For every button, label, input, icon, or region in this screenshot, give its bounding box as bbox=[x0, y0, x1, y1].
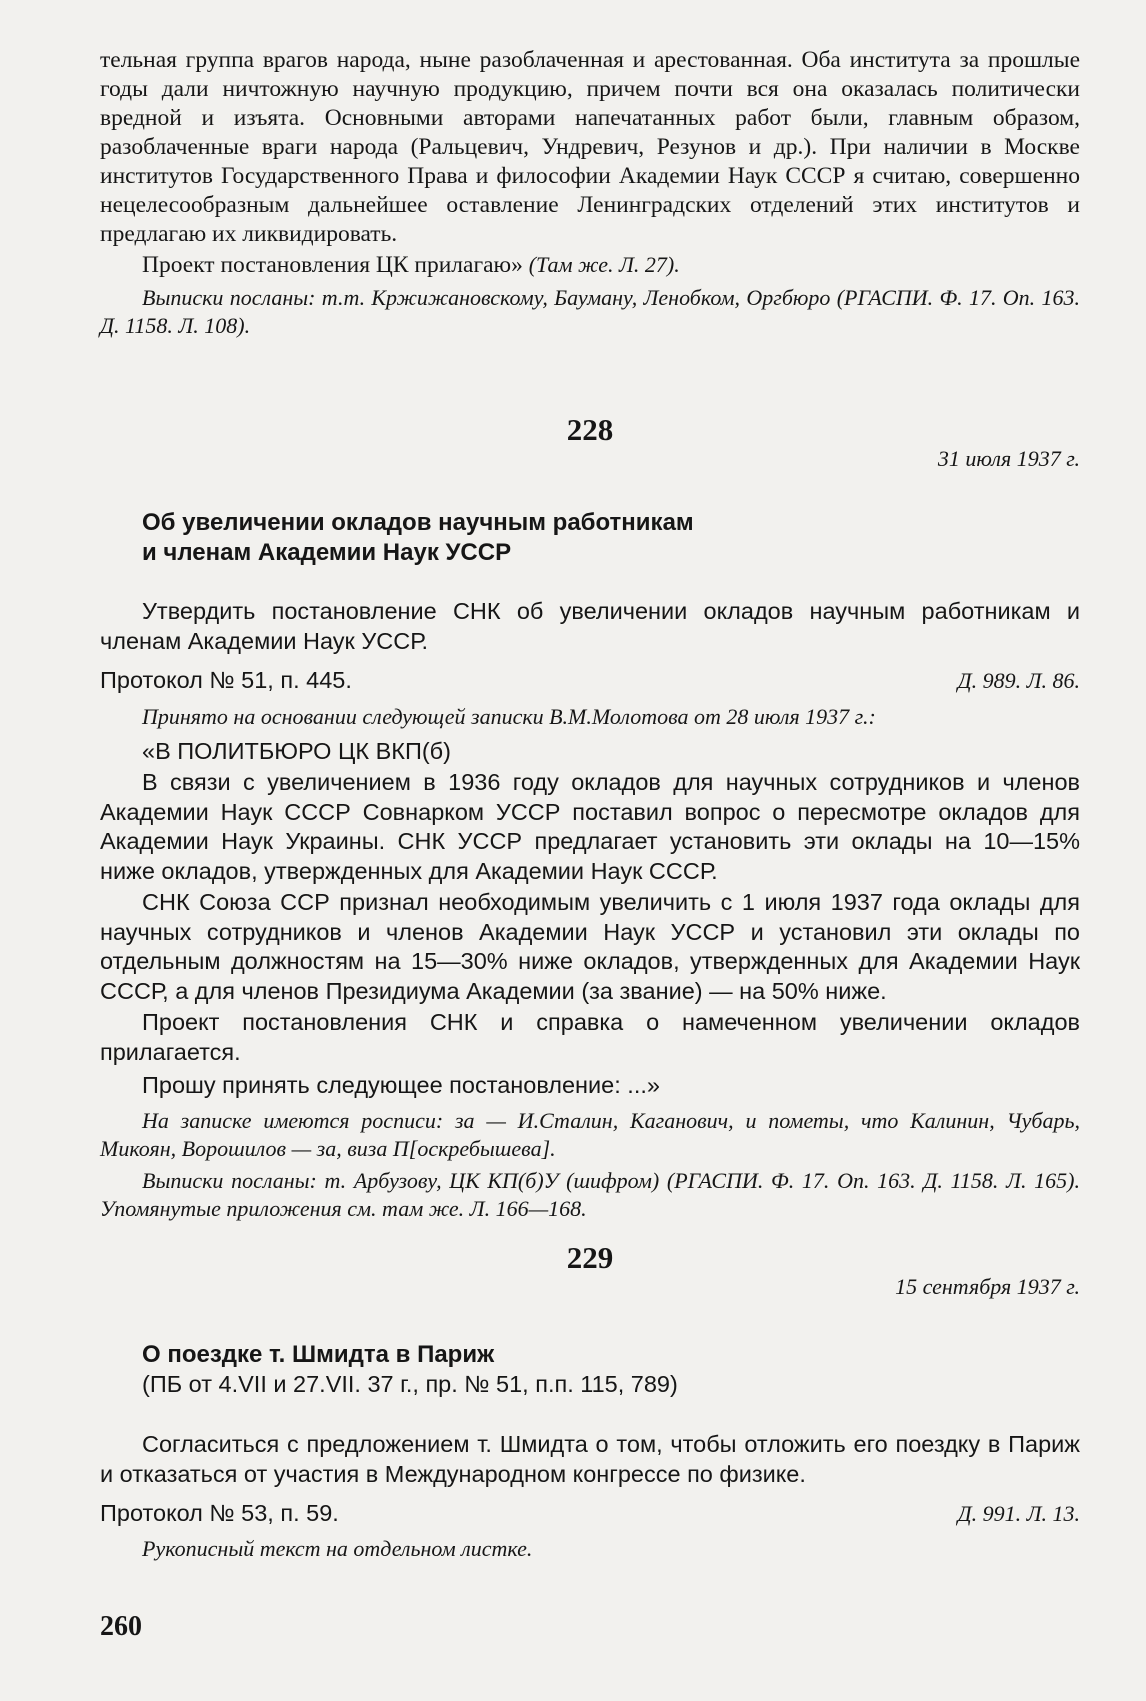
document-229 bbox=[100, 1240, 1080, 1300]
document-subtitle: (ПБ от 4.VII и 27.VII. 37 г., пр. № 51, п.п. 115, 789) bbox=[142, 1371, 678, 1397]
previous-document-tail bbox=[100, 46, 1080, 340]
archive-reference: Д. 989. Л. 86. bbox=[957, 668, 1080, 693]
attachment-note-text: Проект постановления ЦК прилагаю» bbox=[142, 252, 523, 278]
document-229-title bbox=[100, 1340, 1080, 1400]
document-date: 31 июля 1937 г. bbox=[937, 446, 1080, 471]
protocol-number: Протокол № 53, п. 59. bbox=[100, 1500, 339, 1526]
attachment-note-ref: (Там же. Л. 27). bbox=[528, 252, 680, 277]
resolution-text: Согласиться с предложением т. Шмидта о том, чтобы отложить его поездку в Париж и отказаться от участия в Международном конгрессе по физике. bbox=[100, 1431, 1080, 1487]
page-number: 260 bbox=[100, 1611, 142, 1642]
basis-note: Принято на основании следующей записки В.М.Молотова от 28 июля 1937 г.: bbox=[142, 703, 876, 729]
document-228-title bbox=[100, 508, 1080, 568]
document-number: 229 bbox=[566, 1240, 614, 1275]
document-title-line2: и членам Академии Наук УССР bbox=[142, 539, 512, 566]
document-title: О поездке т. Шмидта в Париж bbox=[142, 1341, 495, 1368]
document-date: 15 сентября 1937 г. bbox=[895, 1274, 1080, 1299]
document-228-body bbox=[100, 597, 1080, 1223]
protocol-number: Протокол № 51, п. 445. bbox=[100, 667, 352, 693]
resolution-text: Утвердить постановление СНК об увеличении окладов научным работникам и членам Академии Наук УССР. bbox=[100, 598, 1080, 654]
dispatch-note-228: Выписки посланы: т. Арбузову, ЦК КП(б)У (шифром) (РГАСПИ. Ф. 17. Оп. 163. Д. 1158. Л. 165). Упомянутые приложения см. там же. Л. 166—168. bbox=[100, 1167, 1080, 1221]
document-229-body bbox=[100, 1430, 1080, 1563]
document-title-line1: Об увеличении окладов научным работникам bbox=[142, 509, 694, 536]
dispatch-note: Выписки посланы: т.т. Кржижановскому, Бауману, Ленобком, Оргбюро (РГАСПИ. Ф. 17. Оп. 163. Д. 1158. Л. 108). bbox=[100, 285, 1080, 338]
memo-paragraph-1: В связи с увеличением в 1936 году окладов для научных сотрудников и членов Академии Наук СССР Совнарком УССР поставил вопрос о пересмотре окладов для Академии Наук Украины. СНК УССР предлагает установить эти оклады на 10—15% ниже окладов, утвержденных для Академии Наук СССР. bbox=[100, 769, 1080, 884]
attachment-note bbox=[100, 251, 1080, 280]
archive-reference: Д. 991. Л. 13. bbox=[957, 1501, 1080, 1526]
protocol-row bbox=[100, 1499, 1080, 1529]
memo-paragraph-2: СНК Союза ССР признал необходимым увеличить с 1 июля 1937 года оклады для научных сотрудников и членов Академии Наук УССР и установил эти оклады по отдельным должностям на 15—30% ниже окладов, утвержденных для Академии Наук СССР, а для членов Президиума Академии (за звание) — на 50% ниже. bbox=[100, 889, 1080, 1004]
document-228 bbox=[100, 412, 1080, 472]
memo-paragraph-3: Проект постановления СНК и справка о намеченном увеличении окладов прилагается. bbox=[100, 1009, 1080, 1065]
memo-address: «В ПОЛИТБЮРО ЦК ВКП(б) bbox=[142, 737, 451, 764]
signatures-note: На записке имеются росписи: за — И.Сталин, Каганович, и пометы, что Калинин, Чубарь, Микоян, Ворошилов — за, виза П[оскребышева]. bbox=[100, 1107, 1080, 1161]
protocol-row bbox=[100, 666, 1080, 696]
letter-continuation: тельная группа врагов народа, ныне разоблаченная и арестованная. Оба института за прошлые годы дали ничтожную научную продукцию, причем почти вся она оказалась политически вредной и изъята. Основными авторами напечатанных работ были, главным образом, разоблаченные враги народа (Ральцевич, Ундревич, Резунов и др.). При наличии в Москве институтов Государственного Права и философии Академии Наук СССР я считаю, совершенно нецелесообразным дальнейшее оставление Ленинградских отделений этих институтов и предлагаю их ликвидировать. bbox=[100, 47, 1080, 247]
document-number: 228 bbox=[566, 412, 614, 447]
memo-paragraph-4: Прошу принять следующее постановление: ...» bbox=[142, 1072, 660, 1098]
source-note: Рукописный текст на отдельном листке. bbox=[142, 1535, 533, 1561]
